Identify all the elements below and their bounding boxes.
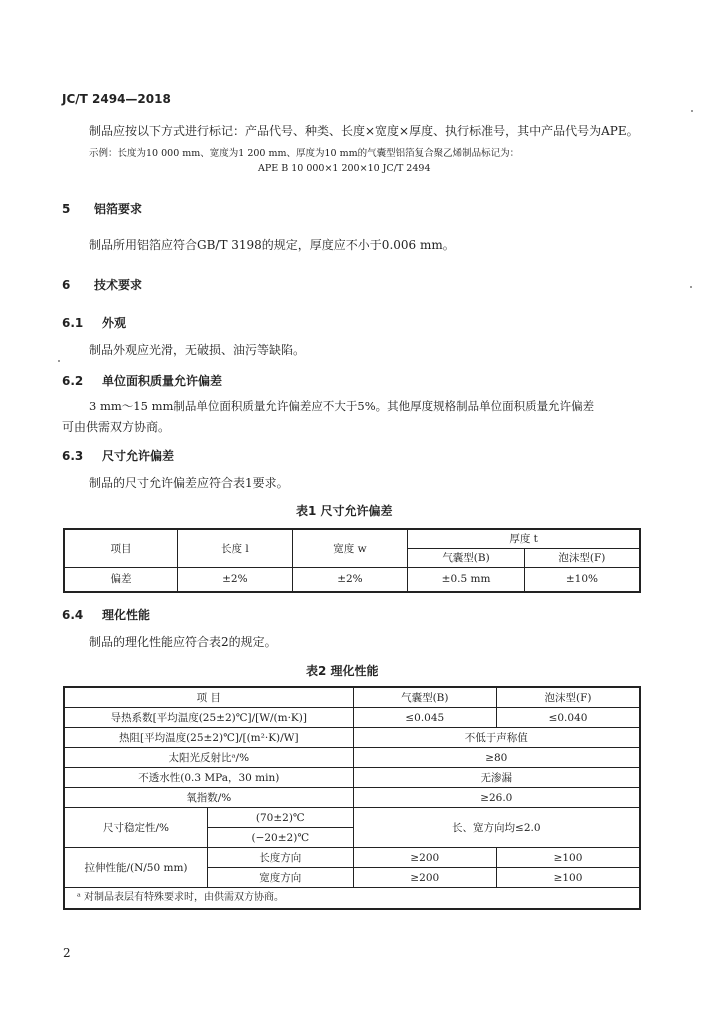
- table-2-physical-properties: [63, 686, 641, 910]
- section-6-2-text-line2: 可由供需双方协商。: [62, 420, 171, 434]
- t1-row-label: 偏差: [64, 568, 178, 592]
- section-6-heading: 6 技术要求: [62, 278, 143, 292]
- document-id: JC/T 2494—2018: [62, 92, 171, 106]
- section-5-text: 制品所用铝箔应符合GB/T 3198的规定，厚度应不小于0.006 mm。: [89, 238, 455, 252]
- t2-tensile-label: 拉伸性能/(N/50 mm): [64, 848, 208, 888]
- t2-tensile-length-direction: 长度方向: [208, 848, 354, 868]
- section-6-4-heading: 6.4 理化性能: [62, 608, 151, 622]
- t2-dimensional-stability-high-temp: (70±2)℃: [208, 808, 354, 828]
- marking-rule: 制品应按以下方式进行标记：产品代号、种类、长度×宽度×厚度、执行标准号，其中产品代号为APE。: [89, 124, 639, 138]
- t1-header-item: 项目: [64, 529, 178, 568]
- t1-width-tolerance: ±2%: [292, 568, 408, 592]
- t2-dimensional-stability-label: 尺寸稳定性/%: [64, 808, 208, 848]
- t2-tensile-length-airbag: ≥200: [353, 848, 496, 868]
- t2-tensile-length-foam: ≥100: [497, 848, 640, 868]
- section-6-3-text: 制品的尺寸允许偏差应符合表1要求。: [89, 476, 289, 490]
- t1-foam-tolerance: ±10%: [524, 568, 640, 592]
- t2-solar-reflectance-value: ≥80: [353, 748, 640, 768]
- t2-header-item: 项 目: [64, 687, 353, 708]
- section-6-1-heading: 6.1 外观: [62, 316, 127, 330]
- t2-thermal-conductivity-airbag: ≤0.045: [353, 708, 496, 728]
- t2-footnote: ᵃ 对制品表层有特殊要求时，由供需双方协商。: [64, 888, 640, 910]
- t2-oxygen-index-label: 氧指数/%: [64, 788, 353, 808]
- t1-header-width: 宽度 w: [292, 529, 408, 568]
- t2-thermal-conductivity-label: 导热系数[平均温度(25±2)℃]/[W/(m·K)]: [64, 708, 353, 728]
- section-6-3-heading: 6.3 尺寸允许偏差: [62, 449, 175, 463]
- scan-speck: [690, 286, 692, 288]
- t1-header-length: 长度 l: [178, 529, 293, 568]
- section-6-2-heading: 6.2 单位面积质量允许偏差: [62, 374, 223, 388]
- t1-header-airbag: 气囊型(B): [408, 549, 525, 568]
- t2-oxygen-index-value: ≥26.0: [353, 788, 640, 808]
- t1-header-thickness: 厚度 t: [408, 529, 640, 549]
- t1-header-foam: 泡沫型(F): [524, 549, 640, 568]
- t2-thermal-resistance-value: 不低于声称值: [353, 728, 640, 748]
- t2-thermal-conductivity-foam: ≤0.040: [497, 708, 640, 728]
- t2-dimensional-stability-low-temp: (−20±2)℃: [208, 828, 354, 848]
- t1-airbag-tolerance: ±0.5 mm: [408, 568, 525, 592]
- section-6-1-text: 制品外观应光滑，无破损、油污等缺陷。: [89, 343, 306, 357]
- page-number: 2: [63, 946, 71, 960]
- t2-tensile-width-direction: 宽度方向: [208, 868, 354, 888]
- t2-dimensional-stability-value: 长、宽方向均≤2.0: [353, 808, 640, 848]
- section-6-4-text: 制品的理化性能应符合表2的规定。: [89, 635, 277, 649]
- t2-tensile-width-foam: ≥100: [497, 868, 640, 888]
- t2-impermeability-value: 无渗漏: [353, 768, 640, 788]
- section-6-2-text-line1: 3 mm～15 mm制品单位面积质量允许偏差应不大于5%。其他厚度规格制品单位面积质量允许偏差: [89, 399, 595, 413]
- t2-thermal-resistance-label: 热阻[平均温度(25±2)℃]/[(m²·K)/W]: [64, 728, 353, 748]
- section-5-heading: 5 铝箔要求: [62, 202, 143, 216]
- table-1-dimension-tolerance: [63, 528, 641, 593]
- t2-tensile-width-airbag: ≥200: [353, 868, 496, 888]
- scan-speck: [691, 110, 693, 112]
- marking-example: 示例：长度为10 000 mm、宽度为1 200 mm、厚度为10 mm的气囊型铝箔复合聚乙烯制品标记为：: [89, 148, 520, 159]
- table-1-caption: 表1 尺寸允许偏差: [296, 504, 393, 518]
- table-2-caption: 表2 理化性能: [306, 664, 379, 678]
- t2-solar-reflectance-label: 太阳光反射比ᵃ/%: [64, 748, 353, 768]
- t2-header-airbag: 气囊型(B): [353, 687, 496, 708]
- t2-impermeability-label: 不透水性(0.3 MPa，30 min): [64, 768, 353, 788]
- t2-header-foam: 泡沫型(F): [497, 687, 640, 708]
- t1-length-tolerance: ±2%: [178, 568, 293, 592]
- marking-code: APE B 10 000×1 200×10 JC/T 2494: [258, 163, 431, 174]
- scan-speck: [58, 360, 60, 362]
